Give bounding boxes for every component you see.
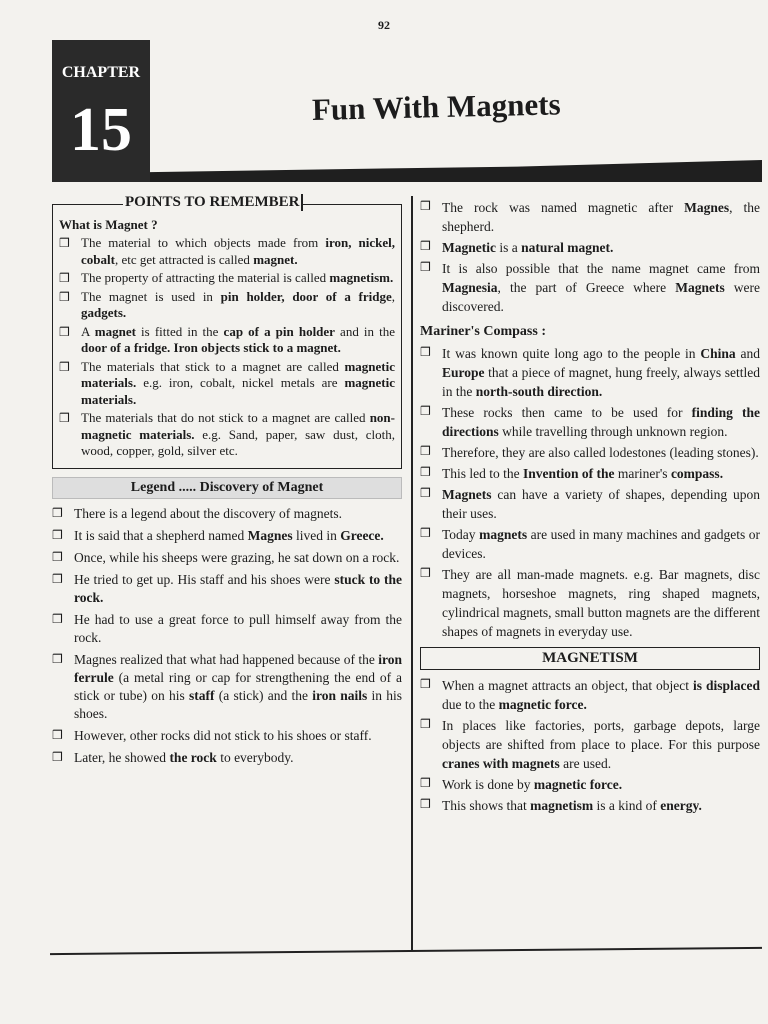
checkbox-bullet-icon: ❒ [420,717,431,731]
checkbox-bullet-icon: ❒ [420,776,431,790]
list-item-text: This led to the Invention of the mariner's compass. [442,466,724,481]
checkbox-bullet-icon: ❒ [59,289,70,304]
checkbox-bullet-icon: ❒ [420,345,431,359]
list-item [52,571,402,607]
list-item-text: Today magnets are used in many machines and gadgets or devices. [442,527,760,561]
list-item-text: He had to use a great force to pull himself away from the rock. [74,611,402,645]
list-item [420,775,760,794]
list-item [59,270,395,287]
list-item [52,749,402,767]
list-item [420,259,760,316]
list-item [420,565,760,641]
list-item [59,324,395,357]
list-item-text: The materials that do not stick to a magnet are called non-magnetic materials. e.g. Sand, paper, saw dust, cloth, wood, copper, gold, silver etc. [81,410,395,458]
list-item [59,235,395,268]
magnetism-heading: MAGNETISM [420,647,760,670]
list-item-text: Later, he showed the rock to everybody. [74,749,294,765]
list-item-text: The magnet is used in pin holder, door of a fridge, gadgets. [81,288,396,320]
checkbox-bullet-icon: ❒ [420,465,431,479]
list-item [52,549,402,567]
points-list [59,235,395,460]
list-item-text: There is a legend about the discovery of magnets. [74,505,343,521]
magnetism-list [420,676,760,815]
list-item-text: It is also possible that the name magnet came from Magnesia, the part of Greece where Magnets were discovered. [442,261,760,314]
chapter-title: Fun With Magnets [311,86,561,127]
checkbox-bullet-icon: ❒ [52,549,63,564]
list-item [52,611,402,647]
list-item-text: He tried to get up. His staff and his shoes were stuck to the rock. [74,571,402,605]
checkbox-bullet-icon: ❒ [52,571,63,586]
list-item [59,289,395,322]
list-item-text: Once, while his sheeps were grazing, he sat down on a rock. [74,549,400,565]
checkbox-bullet-icon: ❒ [420,797,431,811]
list-item [420,464,760,483]
list-item-text: Magnes realized that what had happened because of the iron ferrule (a metal ring or cap for strengthening the end of a stick or tube) on his staff (a stick) and the iron nails in his shoes. [74,651,402,721]
list-item [52,651,402,723]
checkbox-bullet-icon: ❒ [420,444,431,458]
checkbox-bullet-icon: ❒ [52,505,63,520]
checkbox-bullet-icon: ❒ [420,260,431,274]
chapter-badge [52,40,150,182]
checkbox-bullet-icon: ❒ [420,404,431,418]
list-item-text: The rock was named magnetic after Magnes, the shepherd. [442,200,760,234]
list-item-text: Therefore, they are also called lodestones (leading stones). [442,445,759,460]
list-item [420,525,760,563]
list-item-text: A magnet is fitted in the cap of a pin holder and in the door of a fridge. Iron objects stick to a magnet. [81,323,396,355]
list-item [420,443,760,462]
chapter-label: CHAPTER [61,64,141,81]
checkbox-bullet-icon: ❒ [420,677,431,691]
list-item-text: The material to which objects made from iron, nickel, cobalt, etc get attracted is called magnet. [81,235,395,267]
list-item [420,485,760,523]
list-item-text: They are all man-made magnets. e.g. Bar magnets, disc magnets, horseshoe magnets, ring shaped magnets, cylindrical magnets, small button magnets are the different shapes of magnets in everyday use. [442,567,760,639]
list-item-text: In places like factories, ports, garbage depots, large objects are shifted from place to place. For this purpose cranes with magnets are used. [442,718,760,771]
checkbox-bullet-icon: ❒ [59,359,70,374]
points-heading: POINTS TO REMEMBER [123,194,303,211]
list-item [420,676,760,714]
checkbox-bullet-icon: ❒ [52,651,63,666]
checkbox-bullet-icon: ❒ [59,271,70,285]
checkbox-bullet-icon: ❒ [52,727,63,742]
list-item [420,403,760,441]
list-item-text: The property of attracting the material is called magnetism. [81,270,394,285]
list-item [420,198,760,236]
list-item-text: This shows that magnetism is a kind of energy. [442,798,702,813]
list-item [52,527,402,545]
legend-heading: Legend ..... Discovery of Magnet [52,477,402,499]
list-item-text: When a magnet attracts an object, that object is displaced due to the magnetic force. [442,678,760,712]
header-band [150,160,762,182]
list-item-text: Work is done by magnetic force. [442,777,623,792]
list-item-text: The materials that stick to a magnet are called magnetic materials. e.g. iron, cobalt, nickel metals are magnetic materials. [81,358,395,407]
column-divider [411,196,413,950]
right-column [420,198,760,817]
list-item [420,716,760,773]
list-item [420,238,760,257]
checkbox-bullet-icon: ❒ [59,236,70,250]
points-to-remember-box [52,194,402,469]
list-item-text: These rocks then came to be used for finding the directions while travelling through unknown region. [442,405,760,439]
checkbox-bullet-icon: ❒ [420,526,431,540]
list-item [52,727,402,745]
page-number: 92 [378,18,390,32]
checkbox-bullet-icon: ❒ [420,486,431,500]
checkbox-bullet-icon: ❒ [420,239,431,253]
magnet-name-list [420,198,760,316]
left-column [52,196,402,771]
list-item [59,359,395,409]
checkbox-bullet-icon: ❒ [52,611,63,626]
checkbox-bullet-icon: ❒ [52,527,63,542]
list-item-text: However, other rocks did not stick to his shoes or staff. [74,727,372,743]
list-item-text: It was known quite long ago to the people in China and Europe that a piece of magnet, hung freely, always settled in the north-south direction. [442,346,760,399]
list-item-text: Magnetic is a natural magnet. [442,240,614,255]
list-item-text: It is said that a shepherd named Magnes lived in Greece. [74,527,384,543]
list-item-text: Magnets can have a variety of shapes, depending upon their uses. [442,487,760,521]
list-item [420,796,760,815]
checkbox-bullet-icon: ❒ [420,199,431,213]
checkbox-bullet-icon: ❒ [59,411,70,425]
checkbox-bullet-icon: ❒ [420,566,431,580]
checkbox-bullet-icon: ❒ [59,324,70,339]
checkbox-bullet-icon: ❒ [52,749,63,764]
bottom-rule [50,947,762,955]
list-item [52,505,402,523]
chapter-number: 15 [70,96,132,164]
list-item [59,410,395,460]
compass-list [420,344,760,641]
compass-heading: Mariner's Compass : [420,324,546,339]
legend-list [52,505,402,767]
what-is-magnet-heading: What is Magnet ? [59,217,158,232]
list-item [420,344,760,401]
